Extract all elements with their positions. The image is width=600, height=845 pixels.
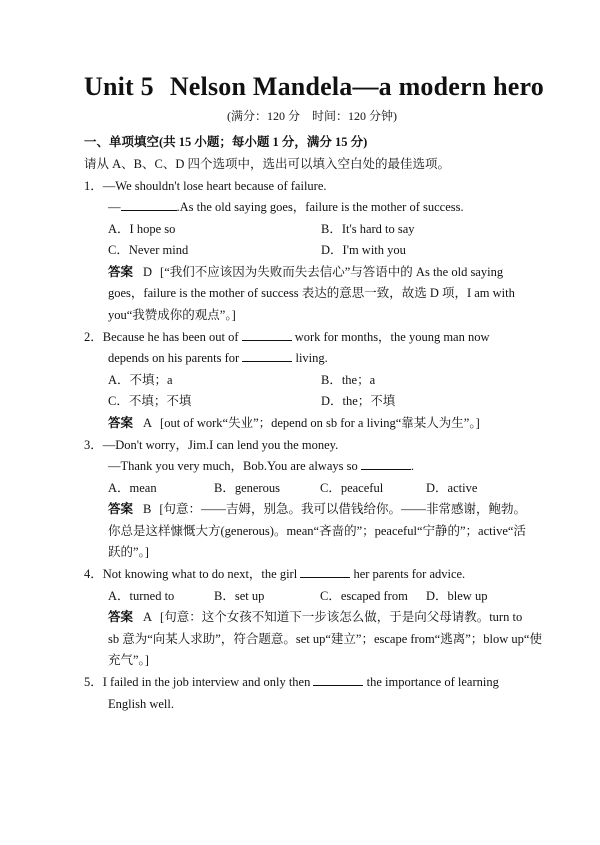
question-3-options — [84, 478, 540, 500]
option-d: D．active — [426, 480, 478, 495]
page-title: Unit 5 Nelson Mandela—a modern hero — [84, 72, 544, 101]
question-1-reply: — .As the old saying goes，failure is the mother of success. — [108, 200, 464, 214]
answer-blank — [313, 673, 363, 686]
option-a: A．不填；a — [108, 372, 173, 387]
question-5: 5．I failed in the job interview and only then the importance of learning — [84, 675, 499, 689]
answer-3: 答案 B [句意：——吉姆，别急。我可以借钱给你。——非常感谢，鲍勃。 — [108, 502, 527, 516]
option-a: A．turned to — [108, 588, 175, 603]
question-2-cont: depends on his parents for living. — [108, 351, 328, 365]
question-2-options — [84, 370, 540, 392]
question-5-cont: English well. — [108, 696, 174, 711]
answer-4: 答案 A [句意：这个女孩不知道下一步该怎么做，于是向父母请教。turn to — [108, 610, 523, 624]
answer-blank — [361, 457, 411, 470]
option-d: D．I'm with you — [321, 243, 406, 257]
section-heading: 一、单项填空(共 15 小题；每小题 1 分，满分 15 分) — [84, 135, 368, 149]
option-a: A．mean — [108, 480, 157, 495]
question-2-options-2 — [84, 391, 540, 413]
question-3: 3．—Don't worry，Jim.I can lend you the money. — [84, 437, 339, 452]
option-c: C．不填；不填 — [108, 394, 192, 408]
option-d: D．the；不填 — [321, 394, 396, 408]
option-b: B．It's hard to say — [321, 221, 415, 236]
exam-info: (满分：120 分 时间：120 分钟) — [227, 109, 397, 123]
answer-4-explanation-end: 充气”。] — [108, 653, 149, 667]
answer-1-explanation-end: you“我赞成你的观点”。] — [108, 307, 236, 322]
option-d: D．blew up — [426, 588, 488, 603]
answer-4-explanation: sb 意为“向某人求助”，符合题意。set up“建立”；escape from“逃离”；blow up“使 — [108, 631, 542, 646]
answer-blank — [300, 565, 350, 578]
option-b: B．generous — [214, 480, 280, 495]
question-1-options-2 — [84, 240, 540, 262]
option-c: C．Never mind — [108, 243, 189, 257]
question-4-options — [84, 586, 540, 608]
option-a: A．I hope so — [108, 221, 176, 236]
question-4: 4．Not knowing what to do next，the girl her parents for advice. — [84, 567, 466, 581]
answer-1: 答案 D [“我们不应该因为失败而失去信心”与答语中的 As the old saying — [108, 264, 504, 279]
option-c: C．peaceful — [320, 480, 384, 495]
answer-1-explanation: goes，failure is the mother of success 表达的意思一致，故选 D 项，I am with — [108, 286, 515, 300]
option-c: C．escaped from — [320, 588, 408, 603]
answer-blank — [242, 328, 292, 341]
answer-blank — [121, 198, 177, 211]
option-b: B．the；a — [321, 372, 376, 387]
answer-2: 答案 A [out of work“失业”；depend on sb for a living“靠某人为生”。] — [108, 415, 480, 430]
answer-3-explanation-end: 跃的”。] — [108, 545, 149, 559]
answer-3-explanation: 你总是这样慷慨大方(generous)。mean“吝啬的”；peaceful“宁静的”；active“活 — [108, 523, 526, 538]
question-2: 2．Because he has been out of work for months，the young man now — [84, 329, 490, 344]
answer-blank — [242, 349, 292, 362]
question-1-options — [84, 219, 540, 241]
question-3-reply: —Thank you very much，Bob.You are always so . — [108, 459, 414, 473]
section-instruction: 请从 A、B、C、D 四个选项中，选出可以填入空白处的最佳选项。 — [84, 156, 450, 171]
question-1: 1．—We shouldn't lose heart because of failure. — [84, 178, 327, 193]
option-b: B．set up — [214, 588, 265, 603]
